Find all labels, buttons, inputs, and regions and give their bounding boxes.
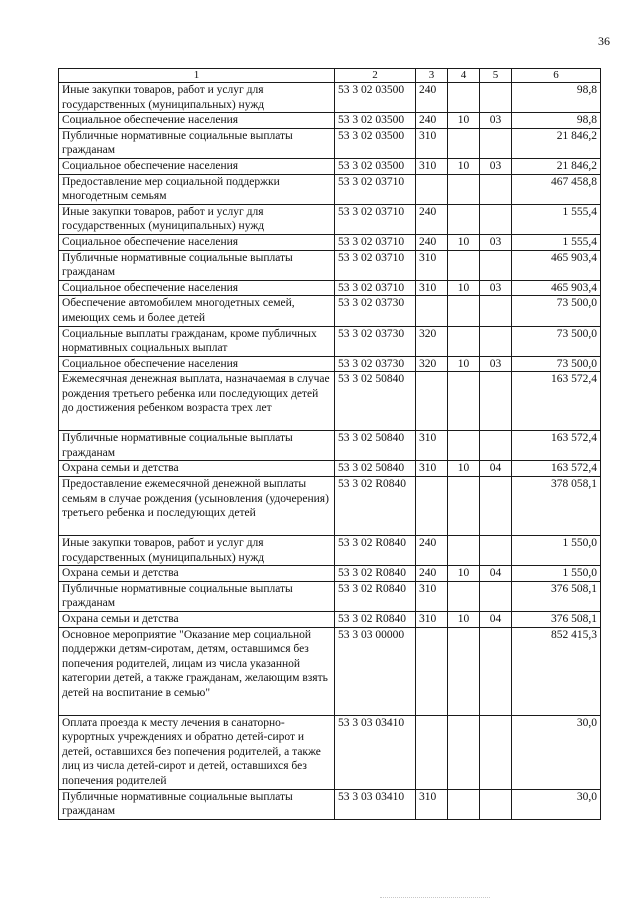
row-section [448,536,480,566]
row-name: Социальные выплаты гражданам, кроме публичных нормативных социальных выплат [59,326,335,356]
row-code: 53 3 02 50840 [335,372,416,431]
row-subsection [480,128,512,158]
row-code: 53 3 02 50840 [335,461,416,477]
row-sum: 852 415,3 [512,627,601,715]
row-expense-type: 310 [416,250,448,280]
table-row [59,461,601,477]
table-row [59,715,601,789]
row-subsection [480,372,512,431]
row-subsection [480,536,512,566]
row-name: Охрана семьи и детства [59,612,335,628]
row-name: Социальное обеспечение населения [59,113,335,129]
row-name: Иные закупки товаров, работ и услуг для государственных (муниципальных) нужд [59,204,335,234]
table-row [59,174,601,204]
row-subsection [480,250,512,280]
row-name: Оплата проезда к месту лечения в санаторно-курортных учреждениях и обратно детей-сирот и детей, оставшихся без попечения родителей, а также лиц из числа детей-сирот и детей, оставшихся без попечения родителей [59,715,335,789]
row-section [448,789,480,819]
row-name: Обеспечение автомобилем многодетных семей, имеющих семь и более детей [59,296,335,326]
row-code: 53 3 02 R0840 [335,612,416,628]
row-name: Публичные нормативные социальные выплаты гражданам [59,789,335,819]
row-expense-type: 310 [416,128,448,158]
row-expense-type: 310 [416,789,448,819]
row-subsection [480,174,512,204]
row-section [448,477,480,536]
row-code: 53 3 02 R0840 [335,536,416,566]
row-subsection: 04 [480,612,512,628]
row-code: 53 3 02 03500 [335,113,416,129]
row-code: 53 3 02 03500 [335,128,416,158]
row-name: Публичные нормативные социальные выплаты гражданам [59,128,335,158]
row-section: 10 [448,612,480,628]
row-sum: 1 555,4 [512,234,601,250]
row-section [448,581,480,611]
row-sum: 163 572,4 [512,461,601,477]
row-section: 10 [448,566,480,582]
row-sum: 21 846,2 [512,128,601,158]
row-code: 53 3 02 03730 [335,326,416,356]
row-name: Ежемесячная денежная выплата, назначаемая в случае рождения третьего ребенка или последующих детей до достижения ребенком возраста трех лет [59,372,335,431]
row-code: 53 3 02 03730 [335,296,416,326]
row-subsection [480,477,512,536]
row-section [448,128,480,158]
row-code: 53 3 03 03410 [335,715,416,789]
row-sum: 376 508,1 [512,581,601,611]
row-expense-type: 310 [416,612,448,628]
header-cell-3: 3 [416,69,448,83]
row-sum: 376 508,1 [512,612,601,628]
row-name: Публичные нормативные социальные выплаты гражданам [59,431,335,461]
table-row [59,372,601,431]
header-cell-1: 1 [59,69,335,83]
row-code: 53 3 02 03710 [335,250,416,280]
table-row [59,566,601,582]
row-code: 53 3 02 50840 [335,431,416,461]
row-expense-type: 240 [416,204,448,234]
row-sum: 98,8 [512,113,601,129]
header-cell-5: 5 [480,69,512,83]
table-row [59,627,601,715]
row-code: 53 3 02 03500 [335,158,416,174]
row-expense-type [416,627,448,715]
row-name: Предоставление мер социальной поддержки многодетным семьям [59,174,335,204]
row-code: 53 3 02 R0840 [335,581,416,611]
row-sum: 465 903,4 [512,280,601,296]
row-sum: 73 500,0 [512,296,601,326]
table-row [59,234,601,250]
row-sum: 73 500,0 [512,326,601,356]
row-name: Предоставление ежемесячной денежной выплаты семьям в случае рождения (усыновления (удочерения) третьего ребенка и последующих детей [59,477,335,536]
row-subsection: 03 [480,158,512,174]
row-sum: 30,0 [512,715,601,789]
row-expense-type: 310 [416,581,448,611]
row-name: Социальное обеспечение населения [59,280,335,296]
row-subsection: 03 [480,113,512,129]
row-expense-type: 240 [416,113,448,129]
row-subsection: 03 [480,356,512,372]
row-subsection [480,296,512,326]
row-sum: 465 903,4 [512,250,601,280]
row-section: 10 [448,280,480,296]
row-section: 10 [448,234,480,250]
row-expense-type [416,715,448,789]
row-section: 10 [448,356,480,372]
row-code: 53 3 02 R0840 [335,477,416,536]
row-expense-type [416,174,448,204]
row-name: Социальное обеспечение населения [59,356,335,372]
row-name: Иные закупки товаров, работ и услуг для государственных (муниципальных) нужд [59,83,335,113]
scan-artifact [380,897,490,898]
row-subsection [480,715,512,789]
row-sum: 21 846,2 [512,158,601,174]
row-code: 53 3 02 03730 [335,356,416,372]
row-section [448,204,480,234]
table-row [59,581,601,611]
row-subsection [480,204,512,234]
row-name: Публичные нормативные социальные выплаты гражданам [59,581,335,611]
row-code: 53 3 02 03710 [335,204,416,234]
row-section [448,431,480,461]
row-expense-type: 310 [416,158,448,174]
table-row [59,326,601,356]
row-expense-type: 240 [416,566,448,582]
row-expense-type [416,296,448,326]
table-row [59,204,601,234]
row-name: Основное мероприятие "Оказание мер социальной поддержки детям-сиротам, детям, оставшимся без попечения родителей, лицам из числа указанной категории детей, а также гражданам, желающим взять детей на воспитание в семью" [59,627,335,715]
row-name: Социальное обеспечение населения [59,234,335,250]
row-expense-type [416,477,448,536]
row-subsection: 04 [480,461,512,477]
table-row [59,789,601,819]
table-row [59,356,601,372]
row-code: 53 3 02 03710 [335,234,416,250]
row-section: 10 [448,461,480,477]
table-row [59,612,601,628]
table-row [59,536,601,566]
row-code: 53 3 02 03710 [335,174,416,204]
row-sum: 163 572,4 [512,372,601,431]
row-section: 10 [448,113,480,129]
row-subsection: 03 [480,280,512,296]
row-sum: 30,0 [512,789,601,819]
header-cell-4: 4 [448,69,480,83]
row-section [448,174,480,204]
row-expense-type: 320 [416,326,448,356]
row-code: 53 3 03 00000 [335,627,416,715]
row-sum: 1 555,4 [512,204,601,234]
row-subsection: 04 [480,566,512,582]
row-code: 53 3 02 03710 [335,280,416,296]
row-code: 53 3 02 03500 [335,83,416,113]
table-row [59,431,601,461]
row-section [448,83,480,113]
row-name: Социальное обеспечение населения [59,158,335,174]
row-expense-type: 240 [416,83,448,113]
table-row [59,250,601,280]
row-subsection [480,326,512,356]
table-row [59,113,601,129]
row-subsection [480,431,512,461]
row-section [448,372,480,431]
table-row [59,280,601,296]
row-subsection [480,627,512,715]
header-cell-6: 6 [512,69,601,83]
row-sum: 98,8 [512,83,601,113]
row-section: 10 [448,158,480,174]
row-name: Охрана семьи и детства [59,461,335,477]
row-sum: 1 550,0 [512,536,601,566]
row-code: 53 3 02 R0840 [335,566,416,582]
table-row [59,477,601,536]
header-cell-2: 2 [335,69,416,83]
row-sum: 378 058,1 [512,477,601,536]
row-expense-type: 320 [416,356,448,372]
budget-table [58,68,601,820]
page-number: 36 [598,34,610,48]
table-row [59,128,601,158]
row-section [448,326,480,356]
table-row [59,83,601,113]
row-expense-type: 310 [416,461,448,477]
table-row [59,296,601,326]
row-section [448,715,480,789]
row-expense-type [416,372,448,431]
row-expense-type: 310 [416,280,448,296]
row-sum: 73 500,0 [512,356,601,372]
row-expense-type: 310 [416,431,448,461]
row-expense-type: 240 [416,536,448,566]
row-section [448,627,480,715]
row-name: Публичные нормативные социальные выплаты гражданам [59,250,335,280]
row-expense-type: 240 [416,234,448,250]
row-sum: 163 572,4 [512,431,601,461]
row-subsection: 03 [480,234,512,250]
row-subsection [480,581,512,611]
table-row [59,158,601,174]
row-subsection [480,83,512,113]
row-section [448,296,480,326]
row-section [448,250,480,280]
table-header-row [59,69,601,83]
row-name: Охрана семьи и детства [59,566,335,582]
row-name: Иные закупки товаров, работ и услуг для государственных (муниципальных) нужд [59,536,335,566]
row-code: 53 3 03 03410 [335,789,416,819]
row-sum: 467 458,8 [512,174,601,204]
row-sum: 1 550,0 [512,566,601,582]
row-subsection [480,789,512,819]
